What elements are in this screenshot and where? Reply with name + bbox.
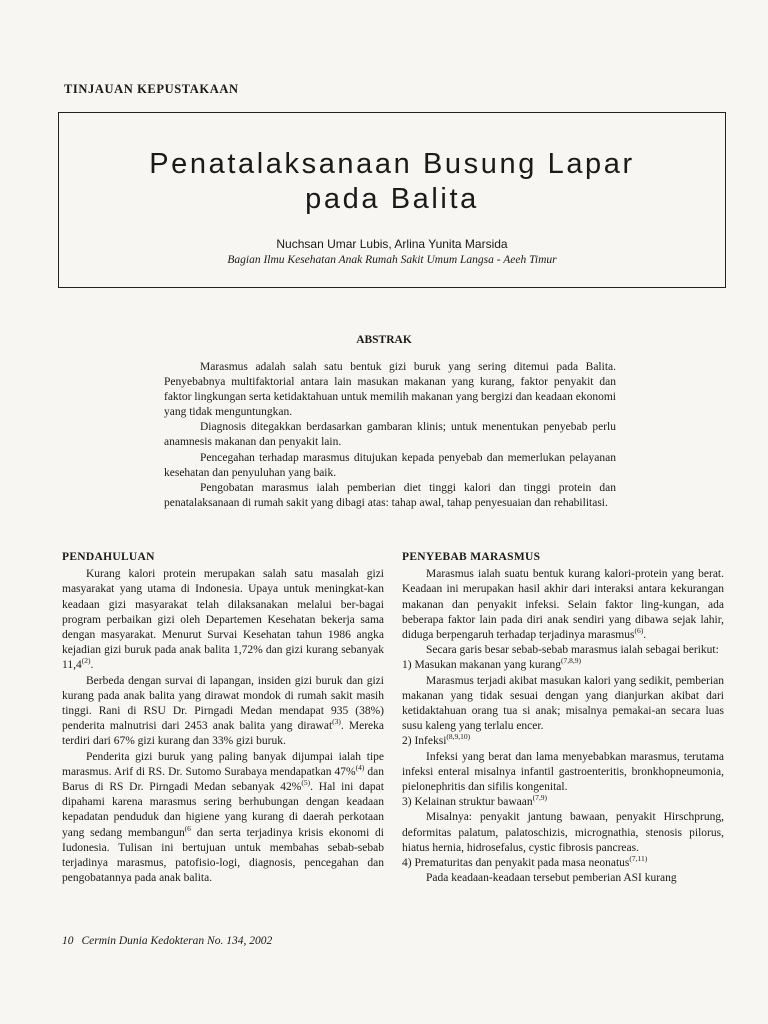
article-title [59,147,725,217]
journal-name: Cermin Dunia Kedokteran No. 134, 2002 [81,935,273,947]
citation[interactable]: (7,8,9) [561,656,582,666]
section-heading-penyebab: PENYEBAB MARASMUS [402,551,541,563]
text: . Mereka terdiri dari 67% gizi kurang dan 33% gizi buruk. [62,720,384,748]
paragraph: Pada keadaan-keadaan tersebut pemberian ASI kurang [426,872,677,885]
abstract-paragraph: Diagnosis ditegakkan berdasarkan gambaran klinis; untuk menentukan penyebab perlu anamnesis makanan dan penyakit lain. [164,421,616,449]
text: . [90,659,94,672]
citation[interactable]: (7,11) [629,854,648,864]
list-item-heading [402,734,724,749]
citation[interactable]: (5) [301,778,311,788]
citation[interactable]: (4) [355,763,365,773]
citation[interactable]: (8,9,10) [446,732,471,742]
paragraph [402,567,724,643]
abstract-heading: ABSTRAK [356,334,412,346]
authors: Nuchsan Umar Lubis, Arlina Yunita Marsida [276,237,508,251]
abstract-paragraph: Pencegahan terhadap marasmus ditujukan kepada penyebab dan memerlukan pelayanan kesehatan dan penyuluhan yang baik. [164,451,616,479]
affiliation: Bagian Ilmu Kesehatan Anak Rumah Sakit Umum Langsa - Aeeh Timur [227,254,557,266]
list-item-heading [402,856,724,871]
title-box [58,112,726,288]
text: Marasmus ialah suatu bentuk kurang kalori-protein yang berat. Keadaan ini merupakan hasil akhir dari interaksi antara kekurangan makanan dan penyakit infeksi. Selain faktor ling-kungan, ada beberapa faktor lain pada diri anak sendiri yang dibawa sejak lahir, diduga berpengaruh terhadap terjadinya marasmus [402,568,724,642]
right-column [402,550,724,886]
list-item-heading [402,658,724,673]
citation[interactable]: (6) [634,626,644,636]
paragraph [62,674,384,750]
title-line-2: pada Balita [305,183,479,215]
abstract-paragraph: Marasmus adalah salah satu bentuk gizi buruk yang sering ditemui pada Balita. Penyebabnya multifaktorial antara lain masukan makanan yang kurang, faktor penyakit dan faktor lingkungan serta ketidaktahuan untuk memilih makanan yang bergizi dan keadaan ekonomi yang tidak menguntungkan. [164,361,616,419]
abstract-body [164,360,616,511]
paragraph [62,567,384,673]
text: Penderita gizi buruk yang paling banyak dijumpai ialah tipe marasmus. Arif di RS. Dr. Sutomo Surabaya mendapatkan 47% [62,750,384,778]
paragraph [62,750,384,887]
paragraph: Secara garis besar sebab-sebab marasmus ialah sebagai berikut: [426,644,719,657]
paragraph: Marasmus terjadi akibat masukan kalori yang sedikit, pemberian makanan yang tidak sesuai dengan yang dianjurkan akibat dari ketidaktahuan orang tua si anak; misalnya pemakai-an secara luas susu kaleng yang terlalu encer. [402,674,724,733]
text: 2) Infeksi [402,735,447,748]
citation[interactable]: (3) [332,717,341,727]
text: . Hal ini dapat dipahami karena marasmus sering berhubungan dengan keadaan kepadatan penduduk dan higiene yang kurang di daerah perkotaan yang sedang membangun [62,781,384,839]
list-item-heading [402,795,724,810]
title-line-1: Penatalaksanaan Busung Lapar [149,148,635,180]
text: dan serta terjadinya krisis ekonomi di Iudonesia. Tulisan ini bertujuan untuk membahas sebab-sebab terjadinya marasmus, patofisio-logi, diagnosis, pencegahan dan pengobatannya pada anak balita. [62,826,384,885]
text: . [643,629,647,642]
citation[interactable]: (6 [184,823,191,833]
text: dan Barus di RS Dr. Pirngadi Medan sebanyak 42% [62,765,384,794]
page-footer [62,935,272,947]
citation[interactable]: (2) [81,656,91,666]
section-heading-pendahuluan: PENDAHULUAN [62,551,155,563]
left-column [62,550,384,886]
citation[interactable]: (7,9) [532,793,547,803]
text: Kurang kalori protein merupakan salah satu masalah gizi masyarakat yang utama di Indonesia. Upaya untuk meningkat-kan keadaan gizi masyarakat telah dilaksanakan melalui ber-bagai program perbaikan gizi oleh Departemen Kesehatan bekerja sama dengan masyarakat. Menurut Survai Kesehatan tahun 1986 angka kejadian gizi buruk pada anak balita 1,72% dan gizi kurang sebanyak 11,4 [62,568,384,672]
text: 4) Prematuritas dan penyakit pada masa neonatus [402,857,630,870]
section-label: TINJAUAN KEPUSTAKAAN [64,82,239,96]
page-number: 10 [62,935,74,947]
text: 1) Masukan makanan yang kurang [402,659,562,672]
text: Berbeda dengan survai di lapangan, insiden gizi buruk dan gizi kurang pada anak balita yang dirawat mondok di rumah sakit masih tinggi. Rani di RSU Dr. Pirngadi Medan mendapat 935 (38%) penderita malnutrisi dari 2453 anak balita yang dirawat [62,674,384,733]
abstract-paragraph: Pengobatan marasmus ialah pemberian diet tinggi kalori dan tinggi protein dan penatalaksanaan di rumah sakit yang dibagi atas: tahap awal, tahap penyesuaian dan rehabilitasi. [164,481,616,509]
paragraph: Misalnya: penyakit jantung bawaan, penyakit Hirschprung, deformitas palatum, palatoschizis, micrognathia, stenosis pilorus, hiatus hernia, hidrosefalus, cystic fibrosis pancreas. [402,811,724,854]
paragraph: Infeksi yang berat dan lama menyebabkan marasmus, terutama infeksi enteral misalnya infantil gastroenteritis, bronkhopneumonia, pielonephritis dan sifilis kongenital. [402,750,724,794]
text: 3) Kelainan struktur bawaan [402,796,533,809]
